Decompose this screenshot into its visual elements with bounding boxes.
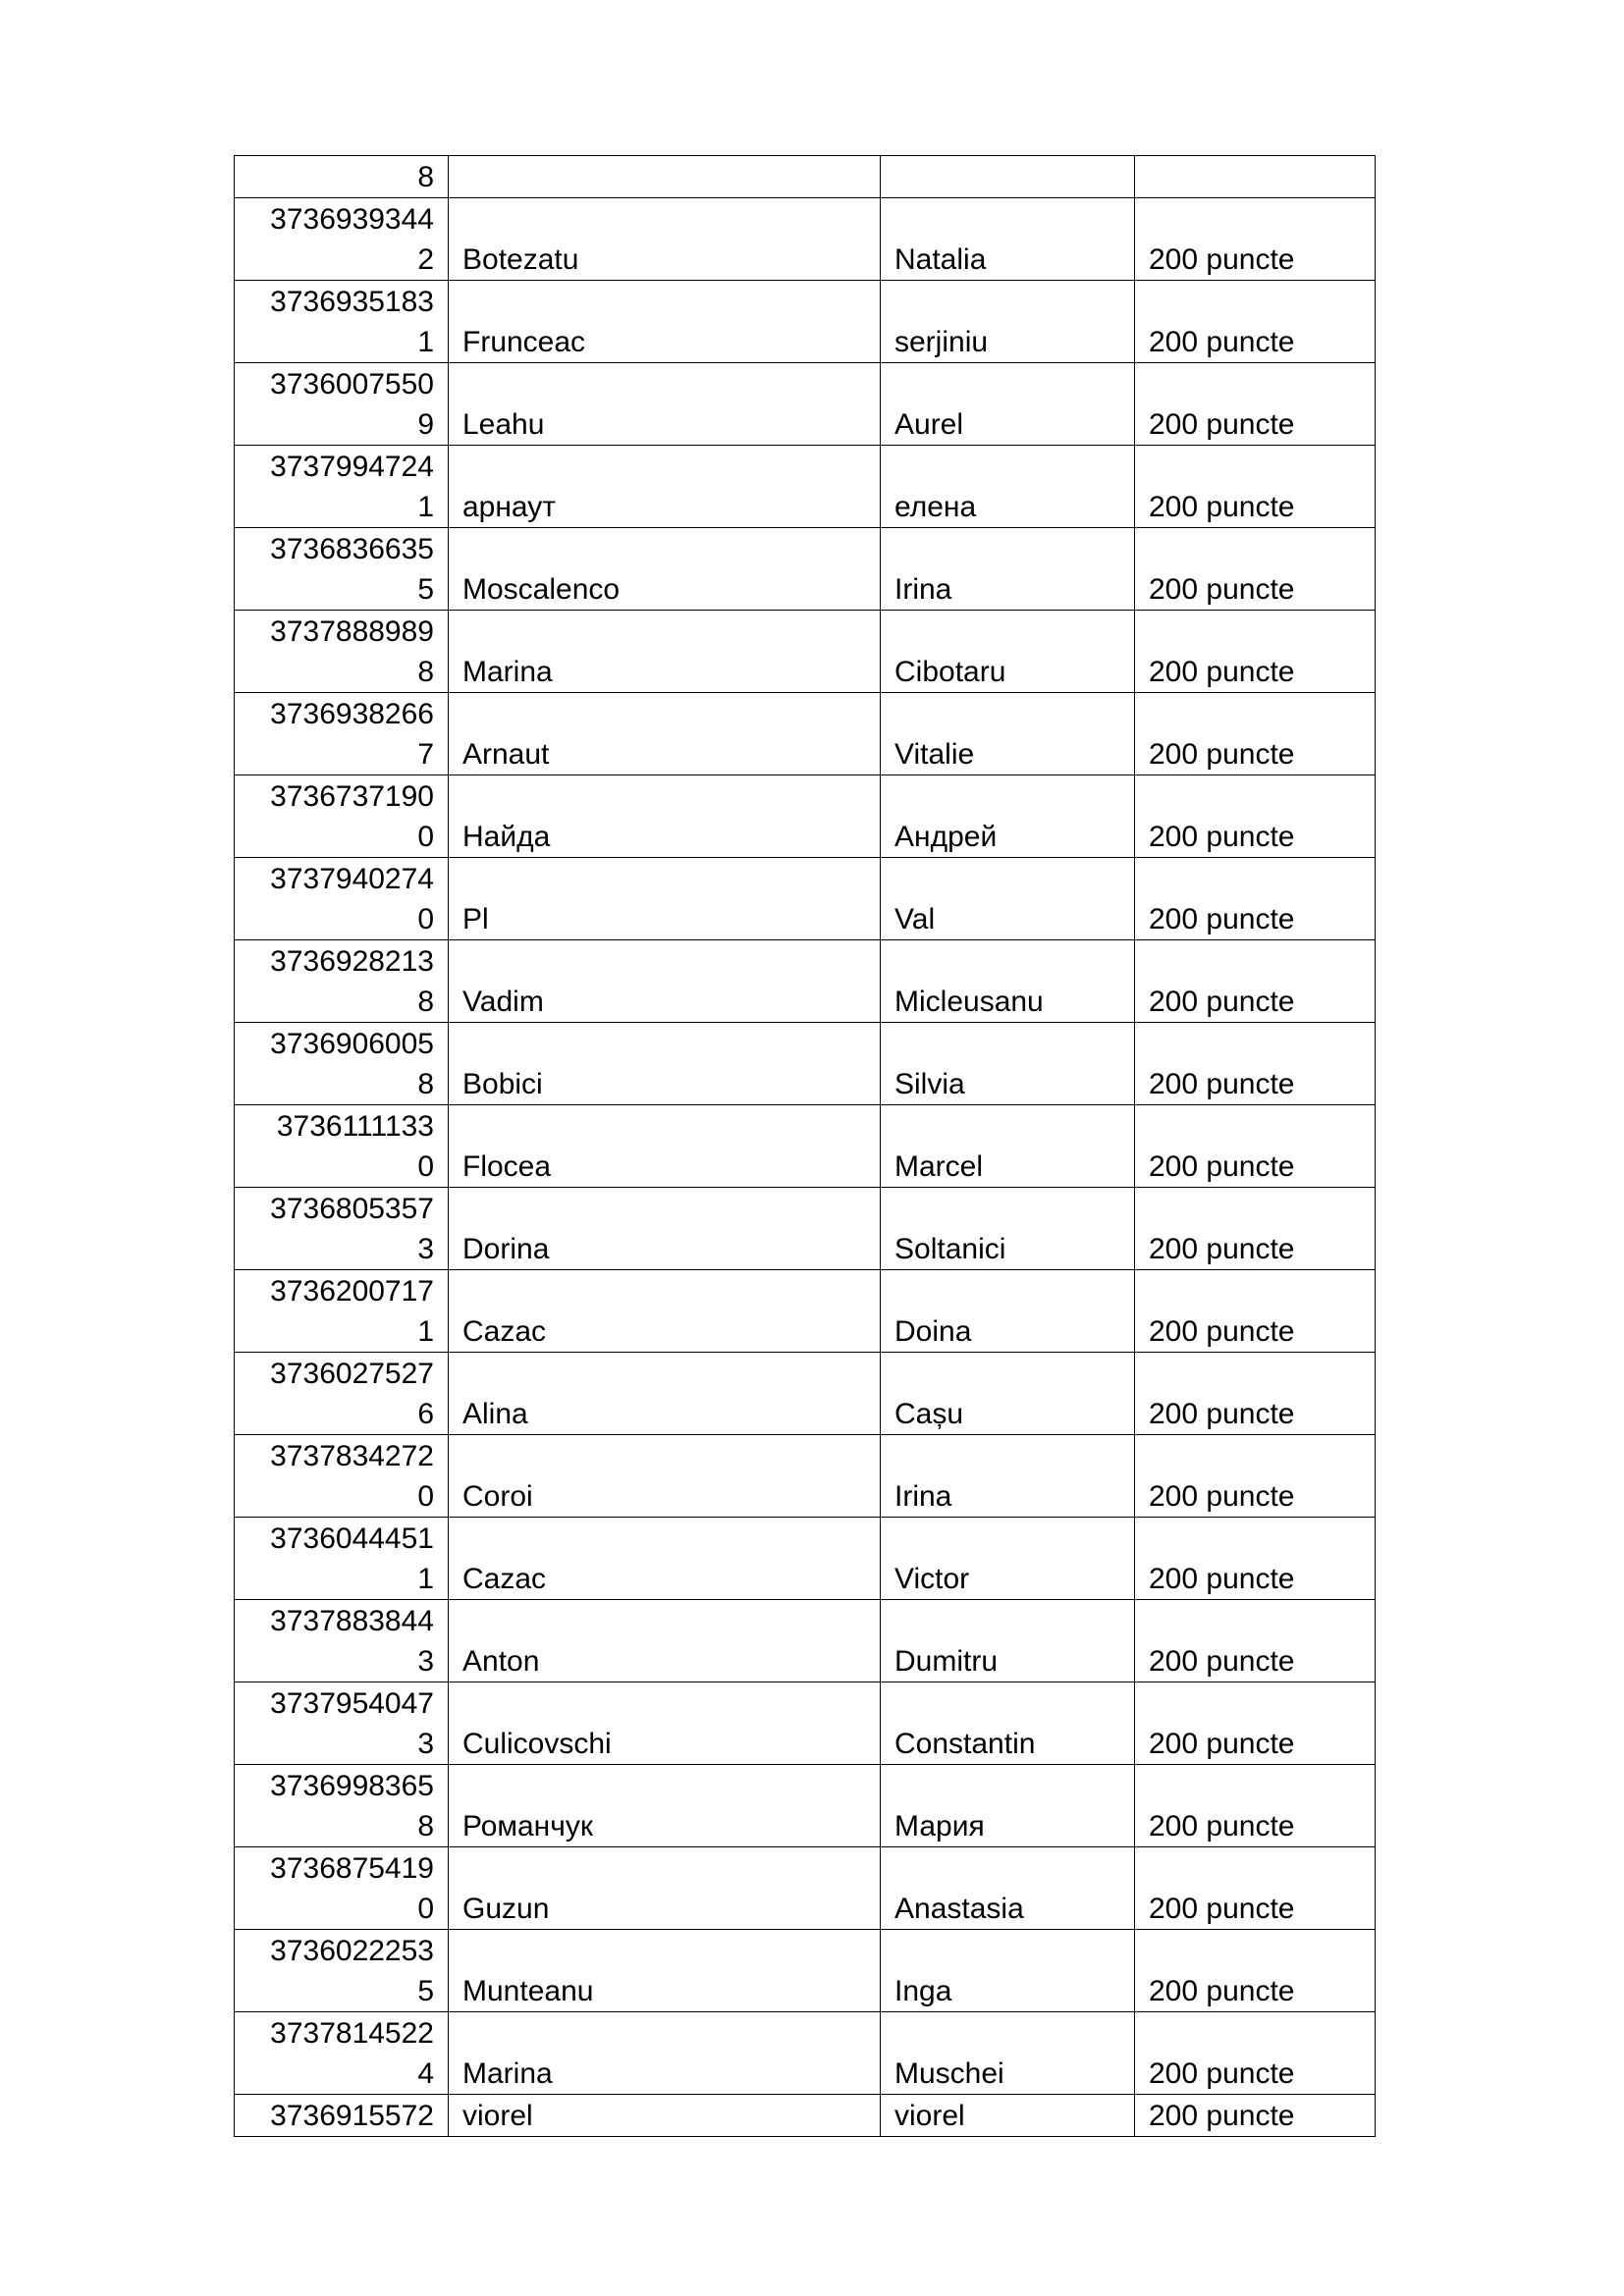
phone-cell [235, 1600, 449, 1682]
first-name-cell: Muschei [881, 2012, 1135, 2095]
table-row [235, 611, 1376, 693]
table-row [235, 775, 1376, 858]
phone-cell [235, 2095, 449, 2137]
phone-text: 3 [417, 1645, 434, 1678]
phone-cell [235, 446, 449, 528]
points-cell: 200 puncte [1135, 446, 1376, 528]
phone-cell [235, 1023, 449, 1105]
phone-text: 8 [417, 986, 434, 1018]
phone-cell [235, 1847, 449, 1930]
first-name-cell: Anastasia [881, 1847, 1135, 1930]
phone-text: 6 [417, 1398, 434, 1430]
last-name-cell: Frunceac [449, 281, 881, 363]
points-cell: 200 puncte [1135, 1435, 1376, 1518]
first-name-cell: Vitalie [881, 693, 1135, 775]
last-name-cell: viorel [449, 2095, 881, 2137]
table-row [235, 858, 1376, 940]
first-name-cell: Val [881, 858, 1135, 940]
first-name-cell: Cașu [881, 1353, 1135, 1435]
points-cell: 200 puncte [1135, 363, 1376, 446]
table-row [235, 1600, 1376, 1682]
first-name-cell: Natalia [881, 198, 1135, 281]
first-name-cell: viorel [881, 2095, 1135, 2137]
first-name-cell: Irina [881, 1435, 1135, 1518]
phone-text: 8 [417, 1068, 434, 1100]
table-row [235, 1682, 1376, 1765]
points-cell: 200 puncte [1135, 528, 1376, 611]
last-name-cell [449, 156, 881, 198]
points-cell: 200 puncte [1135, 1188, 1376, 1270]
points-cell: 200 puncte [1135, 1682, 1376, 1765]
phone-cell [235, 528, 449, 611]
phone-text: 3737888989 [270, 615, 434, 648]
phone-text: 3736007550 [270, 368, 434, 400]
table-row [235, 1518, 1376, 1600]
phone-text: 0 [417, 903, 434, 935]
phone-text: 3737940274 [270, 863, 434, 895]
phone-text: 3736939344 [270, 203, 434, 236]
phone-text: 2 [417, 243, 434, 276]
table-row [235, 446, 1376, 528]
table-row [235, 1930, 1376, 2012]
phone-text: 3736875419 [270, 1852, 434, 1885]
table-row [235, 2012, 1376, 2095]
table-row [235, 1270, 1376, 1353]
phone-text: 3737834272 [270, 1440, 434, 1472]
phone-text: 3736935183 [270, 286, 434, 318]
last-name-cell: Leahu [449, 363, 881, 446]
points-cell: 200 puncte [1135, 1930, 1376, 2012]
first-name-cell: Doina [881, 1270, 1135, 1353]
first-name-cell: Dumitru [881, 1600, 1135, 1682]
points-cell: 200 puncte [1135, 775, 1376, 858]
last-name-cell: Botezatu [449, 198, 881, 281]
points-cell: 200 puncte [1135, 693, 1376, 775]
phone-text: 1 [417, 1563, 434, 1595]
first-name-cell: Marcel [881, 1105, 1135, 1188]
phone-cell [235, 1930, 449, 2012]
table-row [235, 1023, 1376, 1105]
phone-cell [235, 611, 449, 693]
last-name-cell: Culicovschi [449, 1682, 881, 1765]
table-row [235, 363, 1376, 446]
table-row [235, 281, 1376, 363]
phone-cell [235, 940, 449, 1023]
last-name-cell: Alina [449, 1353, 881, 1435]
first-name-cell: Soltanici [881, 1188, 1135, 1270]
phone-text: 0 [417, 821, 434, 853]
phone-cell [235, 363, 449, 446]
last-name-cell: Flocea [449, 1105, 881, 1188]
points-cell: 200 puncte [1135, 281, 1376, 363]
phone-text: 3737954047 [270, 1687, 434, 1720]
phone-text: 5 [417, 573, 434, 606]
first-name-cell: Cibotaru [881, 611, 1135, 693]
first-name-cell: Micleusanu [881, 940, 1135, 1023]
first-name-cell: Inga [881, 1930, 1135, 2012]
points-cell: 200 puncte [1135, 1518, 1376, 1600]
phone-cell [235, 1435, 449, 1518]
table-row [235, 528, 1376, 611]
first-name-cell: Андрей [881, 775, 1135, 858]
table-body [235, 156, 1376, 2137]
points-cell: 200 puncte [1135, 198, 1376, 281]
last-name-cell: арнаут [449, 446, 881, 528]
table-row [235, 1847, 1376, 1930]
phone-text: 3736022253 [270, 1935, 434, 1967]
points-cell: 200 puncte [1135, 2012, 1376, 2095]
points-cell: 200 puncte [1135, 1353, 1376, 1435]
first-name-cell: Мария [881, 1765, 1135, 1847]
phone-cell [235, 198, 449, 281]
phone-text: 1 [417, 491, 434, 523]
last-name-cell: Найда [449, 775, 881, 858]
phone-text: 5 [417, 1975, 434, 2007]
phone-cell [235, 1682, 449, 1765]
winners-table [234, 155, 1376, 2137]
last-name-cell: Munteanu [449, 1930, 881, 2012]
table-row [235, 198, 1376, 281]
points-cell: 200 puncte [1135, 2095, 1376, 2137]
last-name-cell: Cazac [449, 1270, 881, 1353]
phone-text: 3737883844 [270, 1605, 434, 1637]
phone-text: 4 [417, 2057, 434, 2090]
last-name-cell: Bobici [449, 1023, 881, 1105]
phone-cell [235, 156, 449, 198]
first-name-cell: Silvia [881, 1023, 1135, 1105]
points-cell [1135, 156, 1376, 198]
phone-cell [235, 1270, 449, 1353]
points-cell: 200 puncte [1135, 858, 1376, 940]
table-row [235, 1353, 1376, 1435]
first-name-cell: елена [881, 446, 1135, 528]
phone-cell [235, 775, 449, 858]
phone-text: 3736027527 [270, 1358, 434, 1390]
phone-text: 1 [417, 326, 434, 358]
phone-text: 8 [417, 1810, 434, 1842]
phone-text: 3 [417, 1233, 434, 1265]
phone-cell [235, 1765, 449, 1847]
table-row [235, 2095, 1376, 2137]
first-name-cell: Constantin [881, 1682, 1135, 1765]
phone-text: 3736805357 [270, 1193, 434, 1225]
table-row [235, 693, 1376, 775]
phone-cell [235, 2012, 449, 2095]
table-row [235, 156, 1376, 198]
last-name-cell: Pl [449, 858, 881, 940]
phone-text: 8 [417, 656, 434, 688]
first-name-cell: Aurel [881, 363, 1135, 446]
last-name-cell: Marina [449, 611, 881, 693]
points-cell: 200 puncte [1135, 1600, 1376, 1682]
first-name-cell: Victor [881, 1518, 1135, 1600]
table-row [235, 1188, 1376, 1270]
last-name-cell: Vadim [449, 940, 881, 1023]
phone-text: 3736111133 [276, 1110, 434, 1143]
phone-cell [235, 1353, 449, 1435]
points-cell: 200 puncte [1135, 1765, 1376, 1847]
phone-text: 9 [417, 408, 434, 441]
phone-text: 1 [417, 1315, 434, 1348]
table-row [235, 1765, 1376, 1847]
last-name-cell: Arnaut [449, 693, 881, 775]
table-row [235, 1105, 1376, 1188]
phone-text: 0 [417, 1480, 434, 1513]
points-cell: 200 puncte [1135, 1023, 1376, 1105]
phone-cell [235, 1518, 449, 1600]
phone-text: 3737994724 [270, 451, 434, 483]
phone-cell [235, 693, 449, 775]
last-name-cell: Dorina [449, 1188, 881, 1270]
phone-text: 8 [417, 161, 434, 193]
phone-text: 0 [417, 1893, 434, 1925]
last-name-cell: Marina [449, 2012, 881, 2095]
phone-cell [235, 1188, 449, 1270]
table-row [235, 940, 1376, 1023]
phone-text: 3 [417, 1728, 434, 1760]
phone-text: 3736836635 [270, 533, 434, 565]
first-name-cell [881, 156, 1135, 198]
phone-text: 3736928213 [270, 945, 434, 978]
phone-text: 3736938266 [270, 698, 434, 730]
phone-cell [235, 1105, 449, 1188]
last-name-cell: Guzun [449, 1847, 881, 1930]
phone-text: 3736044451 [270, 1522, 434, 1555]
phone-text: 3736915572 [270, 2100, 434, 2132]
last-name-cell: Coroi [449, 1435, 881, 1518]
phone-text: 3736906005 [270, 1028, 434, 1060]
last-name-cell: Cazac [449, 1518, 881, 1600]
last-name-cell: Anton [449, 1600, 881, 1682]
first-name-cell: Irina [881, 528, 1135, 611]
phone-cell [235, 858, 449, 940]
phone-text: 0 [417, 1150, 434, 1183]
phone-text: 3736998365 [270, 1770, 434, 1802]
last-name-cell: Романчук [449, 1765, 881, 1847]
phone-cell [235, 281, 449, 363]
points-cell: 200 puncte [1135, 1847, 1376, 1930]
phone-text: 7 [417, 738, 434, 771]
phone-text: 3736737190 [270, 780, 434, 813]
table-row [235, 1435, 1376, 1518]
first-name-cell: serjiniu [881, 281, 1135, 363]
points-cell: 200 puncte [1135, 611, 1376, 693]
points-cell: 200 puncte [1135, 940, 1376, 1023]
phone-text: 3736200717 [270, 1275, 434, 1308]
last-name-cell: Moscalenco [449, 528, 881, 611]
phone-text: 3737814522 [270, 2017, 434, 2050]
points-cell: 200 puncte [1135, 1105, 1376, 1188]
points-cell: 200 puncte [1135, 1270, 1376, 1353]
